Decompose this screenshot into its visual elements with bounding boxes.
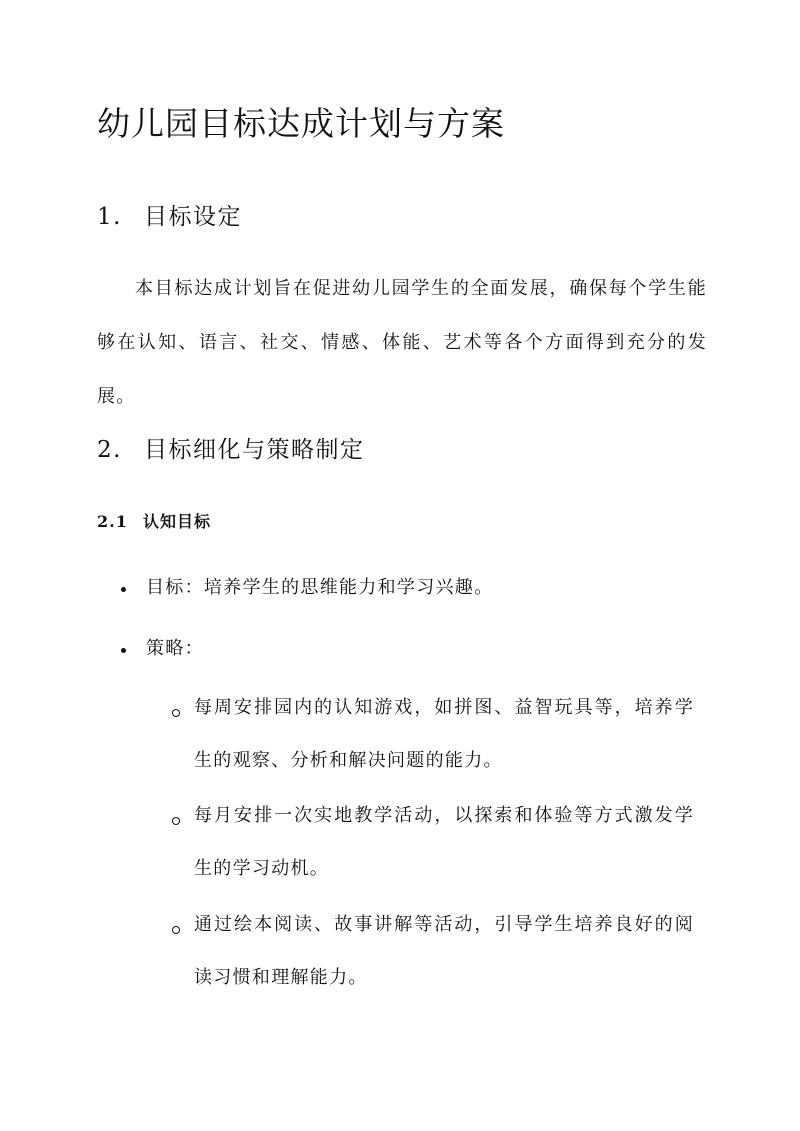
section-2-number: 2. bbox=[97, 437, 122, 463]
bullet-dot bbox=[121, 587, 126, 592]
section-2-title: 目标细化与策略制定 bbox=[144, 437, 365, 463]
section-2-1-number: 2.1 bbox=[97, 512, 128, 531]
bullet-item-goal: 目标：培养学生的思维能力和学习兴趣。 bbox=[146, 577, 494, 598]
section-1-title: 目标设定 bbox=[144, 204, 242, 230]
section-2-1-heading bbox=[97, 509, 211, 532]
bullet-item-strategy: 策略： bbox=[146, 638, 204, 659]
strategy-item: 每周安排园内的认知游戏，如拼图、益智玩具等，培养学生的观察、分析和解决问题的能力。 bbox=[194, 697, 694, 771]
section-2-1-title: 认知目标 bbox=[143, 512, 212, 531]
document-title: 幼儿园目标达成计划与方案 bbox=[97, 104, 505, 143]
section-1-number: 1. bbox=[97, 204, 122, 230]
sub-bullet-circle bbox=[172, 709, 180, 717]
section-1-heading bbox=[97, 198, 242, 231]
sub-bullet-circle bbox=[172, 817, 180, 825]
strategy-item: 通过绘本阅读、故事讲解等活动，引导学生培养良好的阅读习惯和理解能力。 bbox=[194, 914, 694, 988]
sub-bullet-circle bbox=[172, 926, 180, 934]
strategy-item: 每月安排一次实地教学活动，以探索和体验等方式激发学生的学习动机。 bbox=[194, 805, 694, 879]
bullet-dot bbox=[121, 648, 126, 653]
section-2-heading bbox=[97, 431, 365, 464]
section-1-paragraph: 本目标达成计划旨在促进幼儿园学生的全面发展，确保每个学生能够在认知、语言、社交、情感、体能、艺术等各个方面得到充分的发展。 bbox=[97, 278, 707, 407]
